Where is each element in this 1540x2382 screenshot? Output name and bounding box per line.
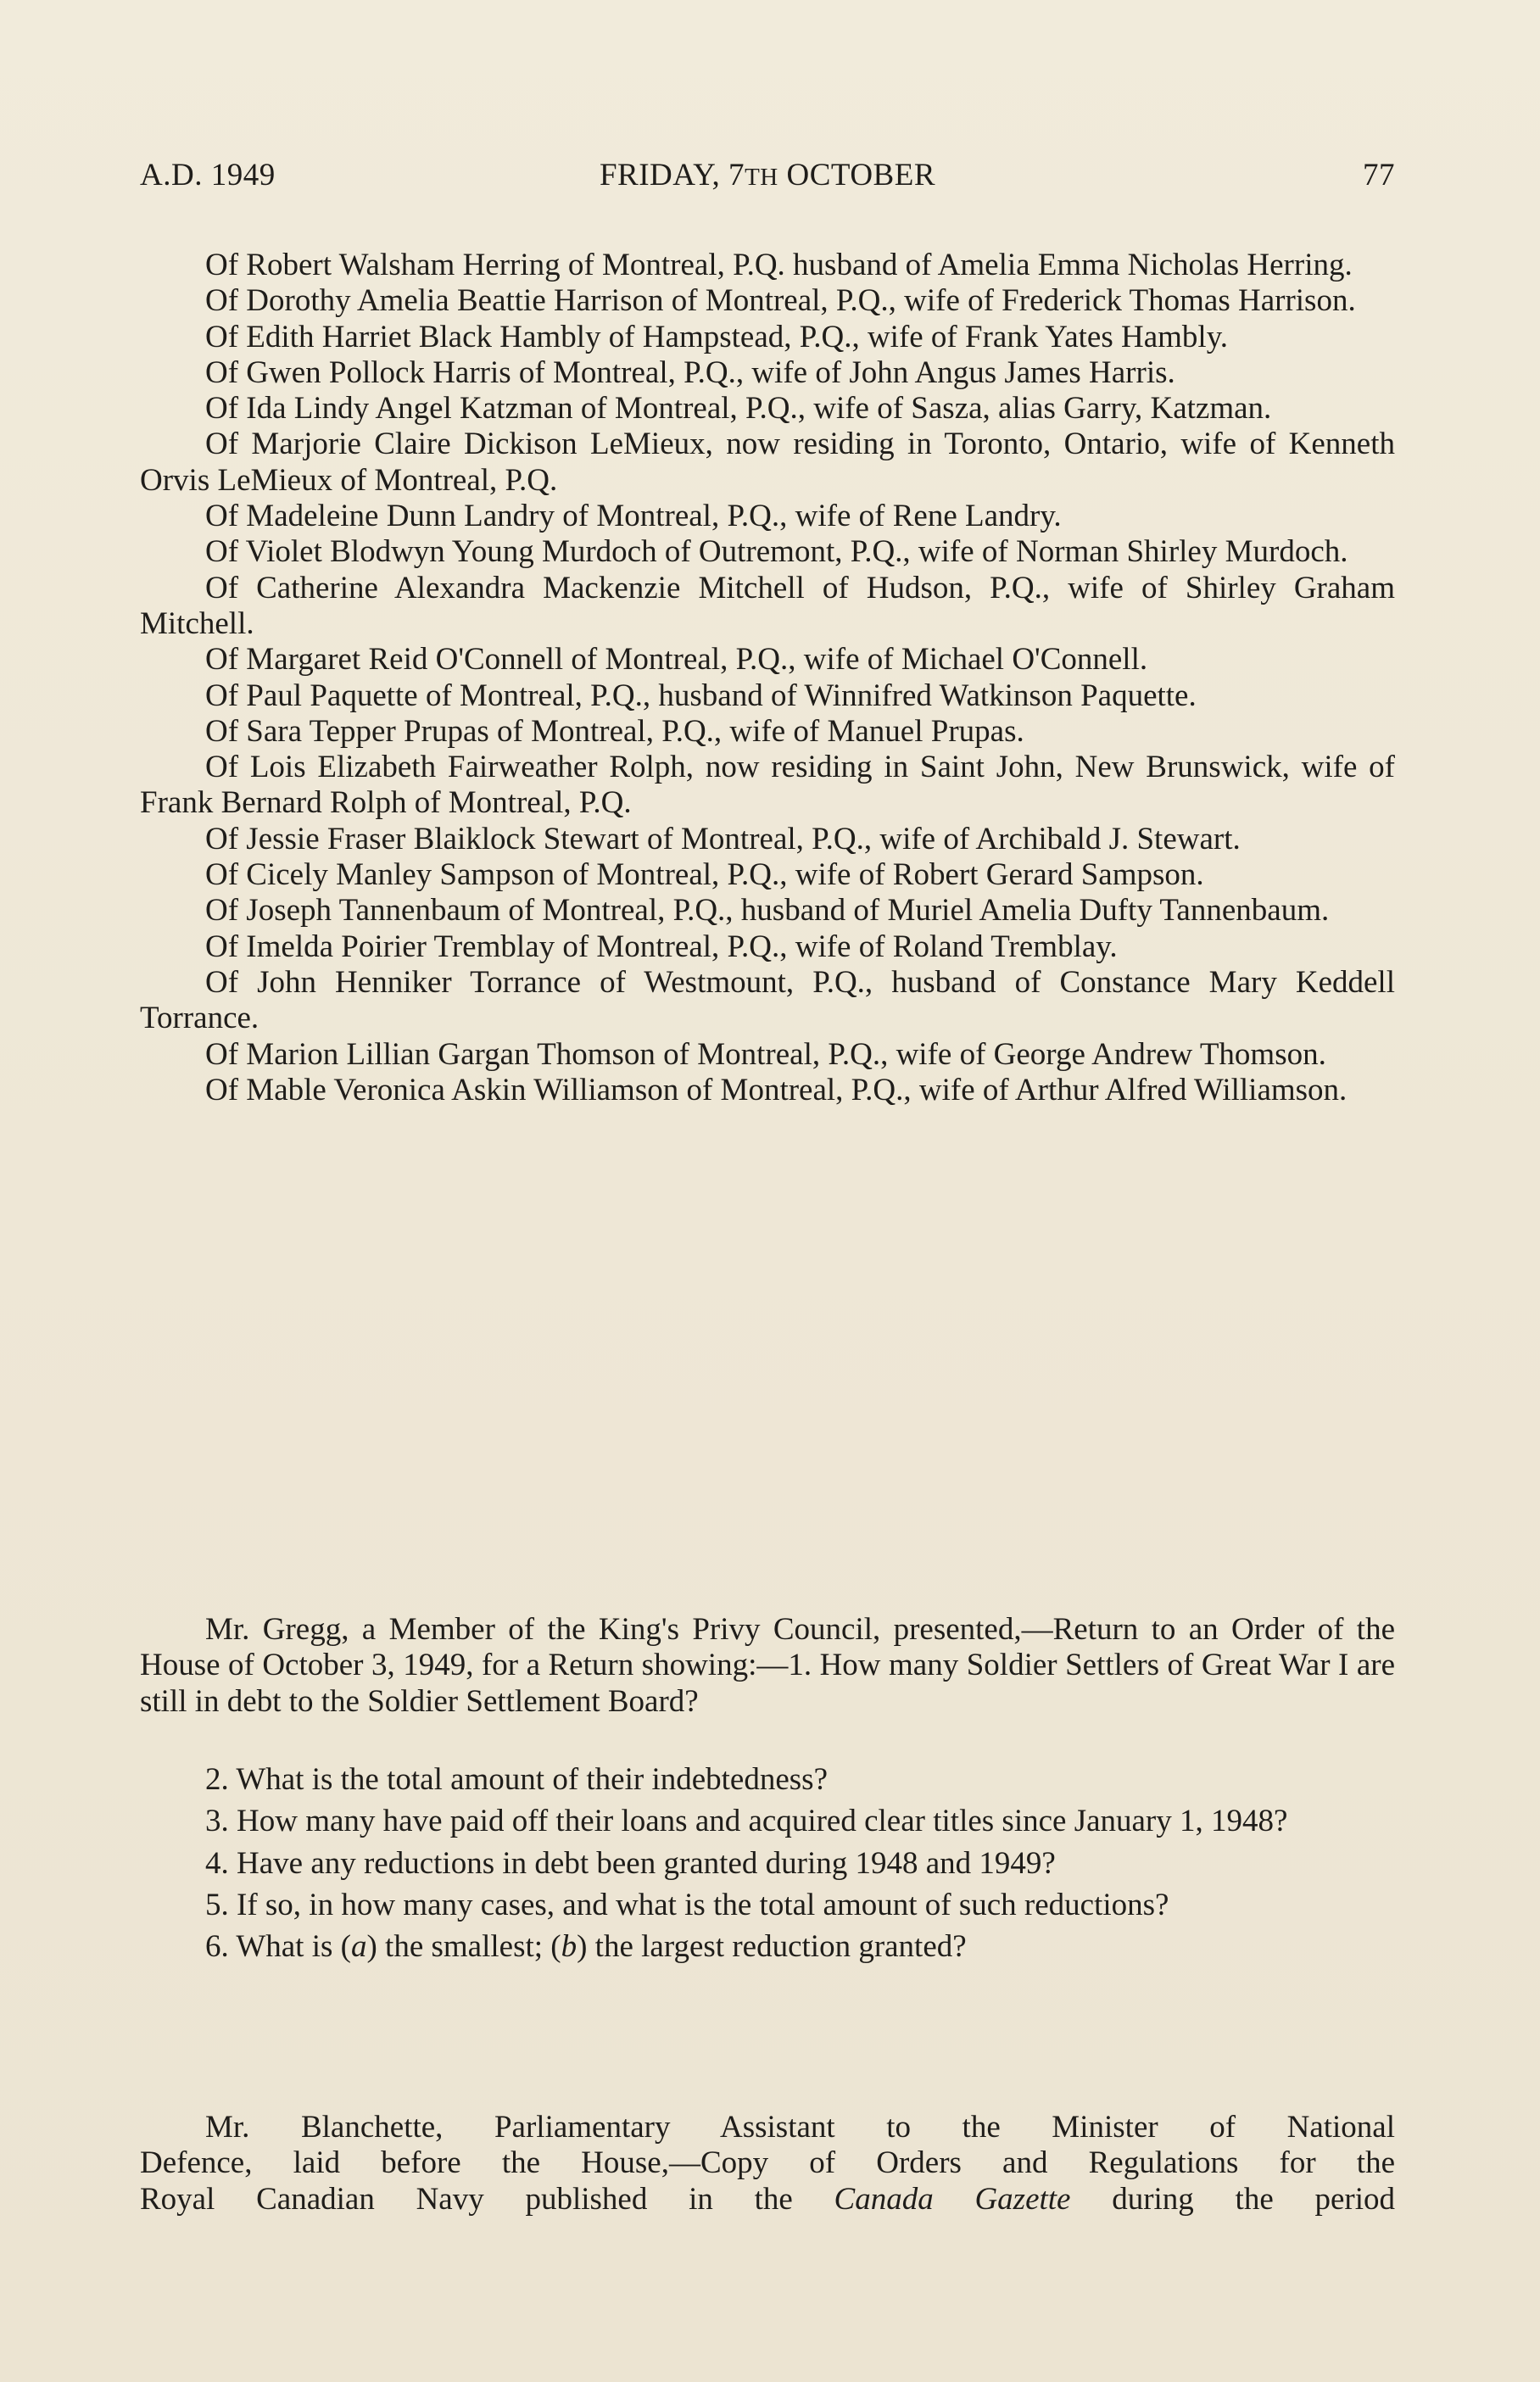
q6-a: a	[350, 1929, 367, 1965]
question-item: 3. How many have paid off their loans and acquired clear titles since January 1, 1948?	[205, 1804, 1288, 1839]
blanchette-line-3	[140, 2182, 1395, 2217]
blanchette-line-1: Mr. Blanchette, Parliamentary Assistant to the Minister of National	[205, 2110, 1395, 2145]
petition-entry: Of Madeleine Dunn Landry of Montreal, P.Q., wife of Rene Landry.	[205, 499, 1062, 534]
page-number: 77	[1363, 158, 1395, 192]
header-date	[140, 157, 1395, 193]
petition-entry: Of Imelda Poirier Tremblay of Montreal, P.Q., wife of Roland Tremblay.	[205, 929, 1118, 964]
q6-end: ) the largest reduction granted?	[577, 1929, 967, 1965]
petition-entry: Of Robert Walsham Herring of Montreal, P.Q. husband of Amelia Emma Nicholas Herring.	[205, 248, 1353, 282]
petition-entry: Of Jessie Fraser Blaiklock Stewart of Montreal, P.Q., wife of Archibald J. Stewart.	[205, 821, 1241, 856]
question-item-6	[140, 1929, 1395, 1965]
header-day: FRIDAY, 7	[599, 158, 745, 192]
gregg-text: Mr. Gregg, a Member of the King's Privy Council, presented,—Return to an Order of the House of October 3, 1949, for a Return showing:—1. How many Soldier Settlers of Great War I are still in debt to the Soldier Settlement Board?	[140, 1612, 1395, 1719]
petition-entry: Of Catherine Alexandra Mackenzie Mitchell of Hudson, P.Q., wife of Shirley Graham Mitchell.	[140, 570, 1395, 641]
q6-b: b	[561, 1929, 578, 1965]
gregg-return-paragraph	[140, 1612, 1395, 1720]
petition-entry: Of Dorothy Amelia Beattie Harrison of Montreal, P.Q., wife of Frederick Thomas Harrison.	[205, 283, 1356, 319]
petition-entry: Of John Henniker Torrance of Westmount, P.Q., husband of Constance Mary Keddell Torrance.	[140, 964, 1395, 1036]
question-item: 2. What is the total amount of their indebtedness?	[205, 1762, 829, 1797]
question-item: 5. If so, in how many cases, and what is the total amount of such reductions?	[205, 1887, 1169, 1922]
petition-entry: Of Paul Paquette of Montreal, P.Q., husband of Winnifred Watkinson Paquette.	[205, 678, 1197, 713]
petition-list	[140, 248, 1395, 1108]
petition-entry: Of Margaret Reid O'Connell of Montreal, P.Q., wife of Michael O'Connell.	[205, 642, 1148, 678]
petition-entry: Of Marjorie Claire Dickison LeMieux, now residing in Toronto, Ontario, wife of Kenneth Orvis LeMieux of Montreal, P.Q.	[140, 427, 1395, 498]
q6-mid: ) the smallest; (	[366, 1929, 561, 1965]
petition-entry: Of Sara Tepper Prupas of Montreal, P.Q., wife of Manuel Prupas.	[205, 713, 1024, 749]
petition-entry: Of Joseph Tannenbaum of Montreal, P.Q., husband of Muriel Amelia Dufty Tannenbaum.	[205, 893, 1330, 929]
petition-entry: Of Violet Blodwyn Young Murdoch of Outremont, P.Q., wife of Norman Shirley Murdoch.	[205, 534, 1348, 570]
blanchette-line-3-end: during the period	[1070, 2181, 1395, 2217]
header-year: A.D. 1949	[140, 158, 276, 192]
canada-gazette-title: Canada Gazette	[834, 2181, 1071, 2217]
blanchette-paragraph	[140, 2110, 1395, 2217]
blanchette-line-2: Defence, laid before the House,—Copy of Orders and Regulations for the	[140, 2145, 1395, 2181]
header-day-suffix: TH	[745, 164, 778, 191]
q6-start: 6. What is (	[205, 1929, 351, 1965]
question-list	[140, 1762, 1395, 1971]
petition-entry: Of Mable Veronica Askin Williamson of Montreal, P.Q., wife of Arthur Alfred Williamson.	[205, 1072, 1348, 1107]
petition-entry: Of Edith Harriet Black Hambly of Hampstead, P.Q., wife of Frank Yates Hambly.	[205, 319, 1229, 354]
petition-entry: Of Marion Lillian Gargan Thomson of Montreal, P.Q., wife of George Andrew Thomson.	[205, 1036, 1326, 1072]
question-item: 4. Have any reductions in debt been granted during 1948 and 1949?	[205, 1845, 1056, 1881]
petition-entry: Of Lois Elizabeth Fairweather Rolph, now residing in Saint John, New Brunswick, wife of Frank Bernard Rolph of Montreal, P.Q.	[140, 750, 1395, 821]
header-month: OCTOBER	[778, 158, 935, 192]
petition-entry: Of Ida Lindy Angel Katzman of Montreal, P.Q., wife of Sasza, alias Garry, Katzman.	[205, 391, 1272, 427]
page-header	[140, 157, 1395, 199]
petition-entry: Of Gwen Pollock Harris of Montreal, P.Q., wife of John Angus James Harris.	[205, 354, 1175, 390]
blanchette-line-3-start: Royal Canadian Navy published in the	[140, 2181, 834, 2217]
petition-entry: Of Cicely Manley Sampson of Montreal, P.Q., wife of Robert Gerard Sampson.	[205, 857, 1204, 893]
